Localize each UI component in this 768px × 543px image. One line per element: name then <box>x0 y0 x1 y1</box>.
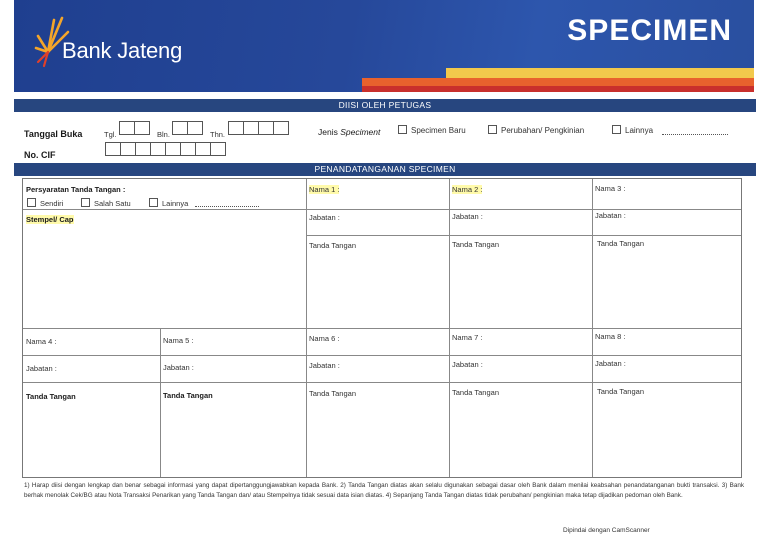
no-cif-label: No. CIF <box>24 150 56 160</box>
jabatan-8-label: Jabatan : <box>595 359 626 368</box>
nama-2-label: Nama 2 : <box>452 185 483 194</box>
nama-5-label: Nama 5 : <box>163 336 194 345</box>
sendiri-checkbox[interactable] <box>27 198 36 207</box>
ttd-8-label: Tanda Tangan <box>597 387 644 396</box>
nama-1-label: Nama 1 : <box>309 185 340 194</box>
bln-label: Bln. <box>157 130 170 139</box>
bank-name: Bank Jateng <box>62 38 183 63</box>
ttd-7-label: Tanda Tangan <box>452 388 499 397</box>
ttd-1-label: Tanda Tangan <box>309 241 356 250</box>
nama-8-label: Nama 8 : <box>595 332 626 341</box>
lainnya-fill-line[interactable] <box>662 134 728 135</box>
nama-4-label: Nama 4 : <box>26 337 57 346</box>
jabatan-2-label: Jabatan : <box>452 212 483 221</box>
footer-notes: 1) Harap diisi dengan lengkap dan benar sebagai informasi yang dapat dipertanggungjawabkan kepada Bank. 2) Tanda Tangan diatas akan selalu digunakan sebagai dasar oleh Bank dalam menilai keabsahan penandatanganan bukti transaksi. 3) Bank berhak menolak Cek/BG atau Nota Transaksi Penarikan yang Tanda Tangan dan/ atau Stempelnya tidak sesuai data isian diatas. 4) Sepanjang Tanda Tangan diatas tidak perubahan/ pengkinian maka tetap dijadikan pedoman oleh Bank. <box>24 482 744 499</box>
tgl-label: Tgl. <box>104 130 117 139</box>
salah-satu-label: Salah Satu <box>94 199 131 208</box>
jabatan-7-label: Jabatan : <box>452 360 483 369</box>
lainnya-req-checkbox[interactable] <box>149 198 158 207</box>
perubahan-label: Perubahan/ Pengkinian <box>501 126 585 135</box>
stripe-red <box>362 86 754 92</box>
nama-6-label: Nama 6 : <box>309 334 340 343</box>
jabatan-4-label: Jabatan : <box>26 364 57 373</box>
lainnya-req-fill-line[interactable] <box>195 206 259 207</box>
lainnya-req-label: Lainnya <box>162 199 189 208</box>
jabatan-5-label: Jabatan : <box>163 363 194 372</box>
header-banner <box>14 0 754 92</box>
nama-3-label: Nama 3 : <box>595 184 626 193</box>
ttd-4-label: Tanda Tangan <box>26 392 76 401</box>
scanner-watermark: Dipindai dengan CamScanner <box>563 527 650 534</box>
cif-boxes[interactable] <box>105 142 225 156</box>
tgl-boxes[interactable] <box>119 121 149 135</box>
ttd-6-label: Tanda Tangan <box>309 389 356 398</box>
thn-boxes[interactable] <box>228 121 288 135</box>
thn-label: Thn. <box>210 130 226 139</box>
salah-satu-checkbox[interactable] <box>81 198 90 207</box>
specimen-baru-label: Specimen Baru <box>411 126 466 135</box>
nama-7-label: Nama 7 : <box>452 333 483 342</box>
lainnya-checkbox[interactable] <box>612 125 621 134</box>
tanggal-buka-label: Tanggal Buka <box>24 129 83 139</box>
jenis-label: Jenis Speciment <box>318 127 381 137</box>
ttd-5-label: Tanda Tangan <box>163 391 213 400</box>
ttd-2-label: Tanda Tangan <box>452 240 499 249</box>
stempel-label: Stempel/ Cap <box>26 215 74 224</box>
section-officer-bar: DIISI OLEH PETUGAS <box>14 99 756 112</box>
sendiri-label: Sendiri <box>40 199 64 208</box>
specimen-title: SPECIMEN <box>567 14 732 47</box>
jabatan-3-label: Jabatan : <box>595 211 626 220</box>
jabatan-6-label: Jabatan : <box>309 361 340 370</box>
signature-grid <box>22 178 742 478</box>
bln-boxes[interactable] <box>172 121 202 135</box>
ttd-3-label: Tanda Tangan <box>597 239 644 248</box>
bank-logo <box>32 12 202 72</box>
specimen-baru-checkbox[interactable] <box>398 125 407 134</box>
persyaratan-label: Persyaratan Tanda Tangan : <box>26 185 126 194</box>
perubahan-checkbox[interactable] <box>488 125 497 134</box>
jabatan-1-label: Jabatan : <box>309 213 340 222</box>
lainnya-label: Lainnya <box>625 126 654 135</box>
section-signing-bar: PENANDATANGANAN SPECIMEN <box>14 163 756 176</box>
stripe-yellow <box>446 68 754 78</box>
